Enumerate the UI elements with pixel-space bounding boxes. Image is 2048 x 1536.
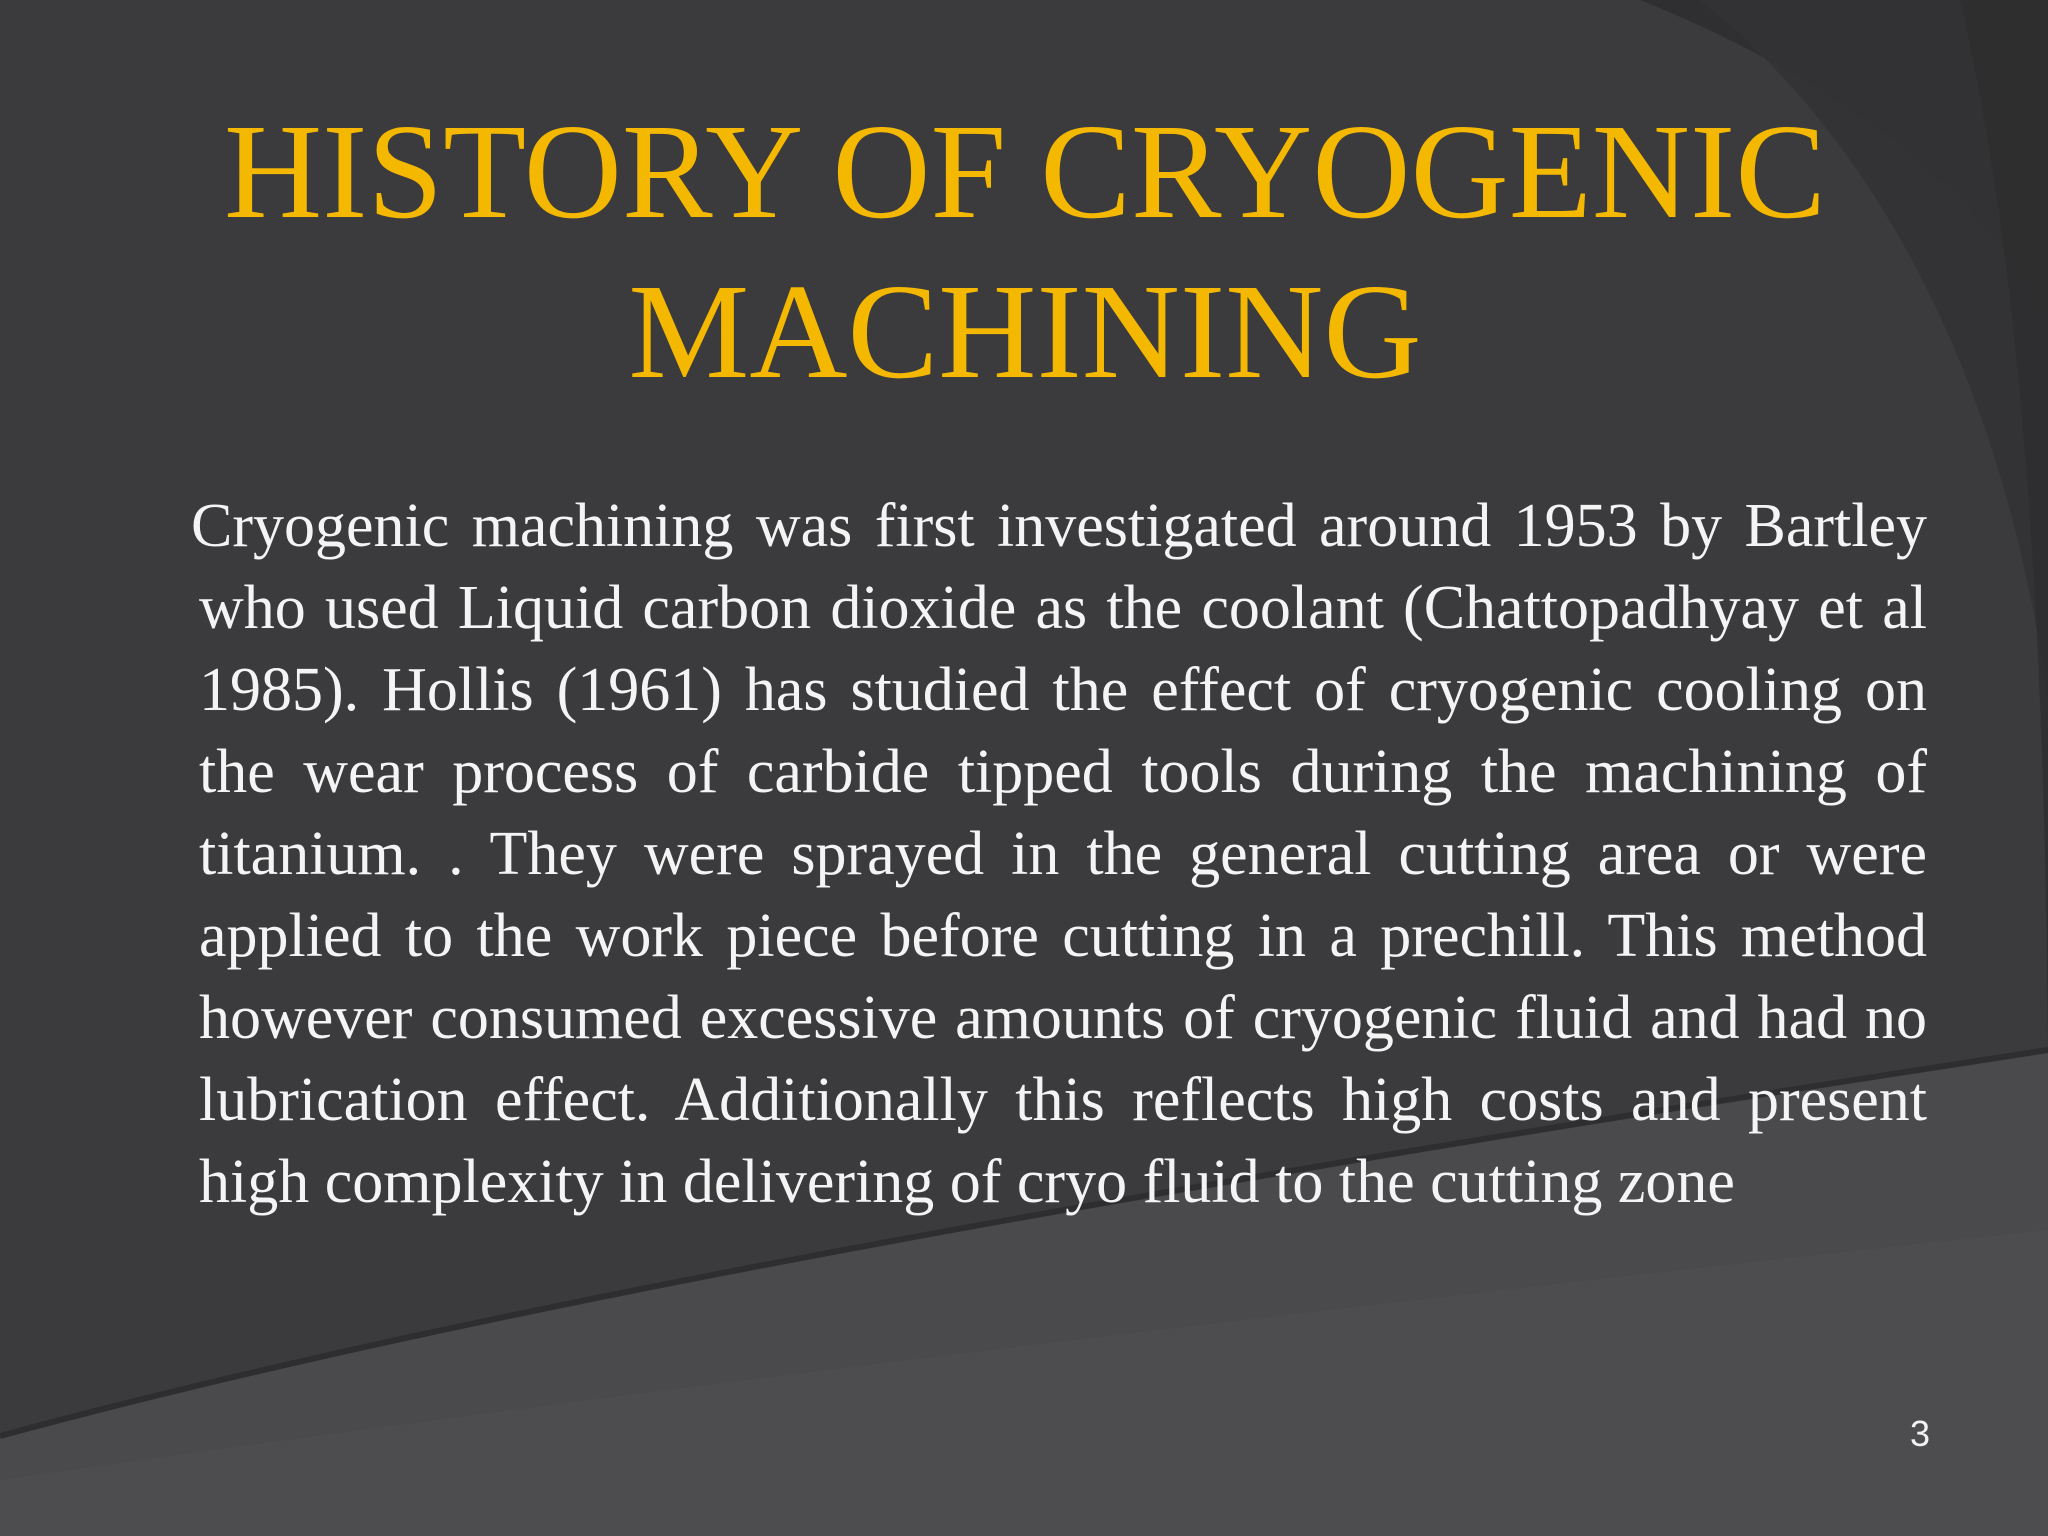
slide-title-line-1: HISTORY OF CRYOGENIC (223, 97, 1827, 247)
slide-title (150, 92, 1900, 412)
slide-body-text: Cryogenic machining was first investigated around 1953 by Bartley who used Liquid carbon dioxide as the coolant (Chattopadhyay et al 1985). Hollis (1961) has studied the effect of cryogenic cooling on the wear process of carbide tipped tools during the machining of titanium. . They were sprayed in the general cutting area or were applied to the work piece before cutting in a prechill. This method however consumed excessive amounts of cryogenic fluid and had no lubrication effect. Additionally this reflects high costs and present high complexity in delivering of cryo fluid to the cutting zone (191, 492, 1927, 1216)
slide-title-line-2: MACHINING (628, 257, 1422, 407)
page-number: 3 (1909, 1413, 1930, 1454)
